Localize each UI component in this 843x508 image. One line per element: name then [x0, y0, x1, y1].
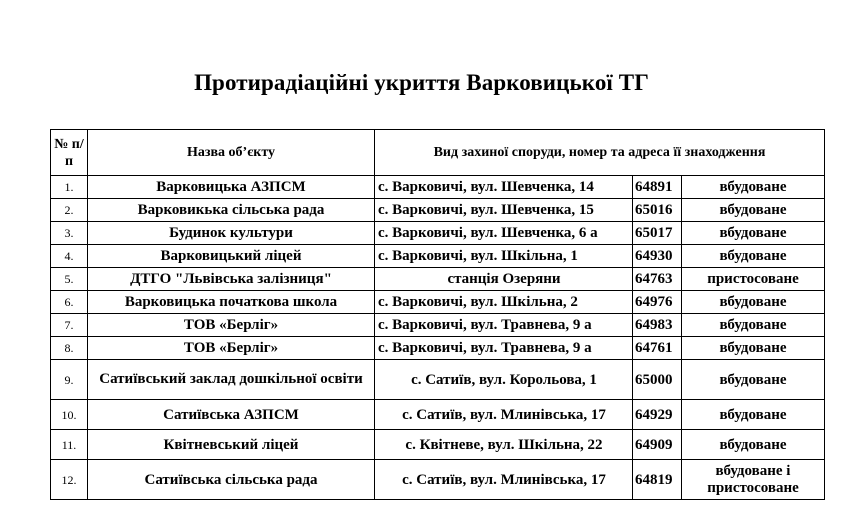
row-type: пристосоване — [682, 268, 825, 291]
row-address: с. Варковичі, вул. Травнева, 9 а — [375, 337, 633, 360]
row-type: вбудоване — [682, 176, 825, 199]
row-number: 8. — [51, 337, 88, 360]
row-code: 64976 — [633, 291, 682, 314]
row-code: 64909 — [633, 430, 682, 460]
row-number: 5. — [51, 268, 88, 291]
row-number: 9. — [51, 360, 88, 400]
row-address: с. Варковичі, вул. Шкільна, 2 — [375, 291, 633, 314]
row-type: вбудоване — [682, 400, 825, 430]
row-code: 65017 — [633, 222, 682, 245]
row-type: вбудоване — [682, 222, 825, 245]
row-name: Сатиївська сільська рада — [88, 460, 375, 500]
row-number: 4. — [51, 245, 88, 268]
row-type: вбудоване — [682, 360, 825, 400]
row-number: 2. — [51, 199, 88, 222]
table-row — [51, 430, 825, 460]
row-address: с. Сатиїв, вул. Корольова, 1 — [375, 360, 633, 400]
table-row — [51, 268, 825, 291]
row-code: 64891 — [633, 176, 682, 199]
row-name: Варковицька початкова школа — [88, 291, 375, 314]
row-code: 64819 — [633, 460, 682, 500]
row-code: 64930 — [633, 245, 682, 268]
header-name: Назва об’єкту — [88, 130, 375, 176]
row-name: Квітневський ліцей — [88, 430, 375, 460]
table-row — [51, 199, 825, 222]
table-row — [51, 291, 825, 314]
row-name: Варковикька сільська рада — [88, 199, 375, 222]
row-name: Варковицький ліцей — [88, 245, 375, 268]
row-address: с. Квітневе, вул. Шкільна, 22 — [375, 430, 633, 460]
row-address: с. Варковичі, вул. Шевченка, 15 — [375, 199, 633, 222]
table-row — [51, 314, 825, 337]
row-address: с. Варковичі, вул. Шевченка, 14 — [375, 176, 633, 199]
row-number: 1. — [51, 176, 88, 199]
row-code: 64929 — [633, 400, 682, 430]
row-number: 3. — [51, 222, 88, 245]
header-number: № п/п — [51, 130, 88, 176]
row-type: вбудоване і пристосоване — [682, 460, 825, 500]
row-name: Варковицька АЗПСМ — [88, 176, 375, 199]
row-number: 12. — [51, 460, 88, 500]
table-row — [51, 337, 825, 360]
row-code: 64763 — [633, 268, 682, 291]
row-code: 65000 — [633, 360, 682, 400]
row-code: 65016 — [633, 199, 682, 222]
row-code: 64761 — [633, 337, 682, 360]
row-name: ДТГО "Львівська залізниця" — [88, 268, 375, 291]
row-type: вбудоване — [682, 245, 825, 268]
row-name: Сатиївський заклад дошкільної освіти — [88, 360, 375, 400]
row-name: Будинок культури — [88, 222, 375, 245]
table-row — [51, 400, 825, 430]
row-type: вбудоване — [682, 430, 825, 460]
row-type: вбудоване — [682, 314, 825, 337]
row-name: ТОВ «Берліг» — [88, 337, 375, 360]
table-header-row — [51, 130, 825, 176]
row-number: 10. — [51, 400, 88, 430]
row-type: вбудоване — [682, 199, 825, 222]
table-row — [51, 245, 825, 268]
row-address: с. Сатиїв, вул. Млинівська, 17 — [375, 460, 633, 500]
row-number: 7. — [51, 314, 88, 337]
table-row — [51, 360, 825, 400]
shelters-table — [50, 129, 825, 500]
row-name: ТОВ «Берліг» — [88, 314, 375, 337]
table-row — [51, 176, 825, 199]
row-address: с. Варковичі, вул. Шевченка, 6 а — [375, 222, 633, 245]
row-name: Сатиївська АЗПСМ — [88, 400, 375, 430]
row-type: вбудоване — [682, 337, 825, 360]
row-code: 64983 — [633, 314, 682, 337]
table-row — [51, 460, 825, 500]
table-row — [51, 222, 825, 245]
row-number: 6. — [51, 291, 88, 314]
row-type: вбудоване — [682, 291, 825, 314]
row-address: с. Сатиїв, вул. Млинівська, 17 — [375, 400, 633, 430]
row-address: с. Варковичі, вул. Травнева, 9 а — [375, 314, 633, 337]
row-address: станція Озеряни — [375, 268, 633, 291]
row-address: с. Варковичі, вул. Шкільна, 1 — [375, 245, 633, 268]
header-details: Вид захиної споруди, номер та адреса її знаходження — [375, 130, 825, 176]
row-number: 11. — [51, 430, 88, 460]
page-title: Протирадіаційні укриття Варковицької ТГ — [194, 70, 649, 95]
